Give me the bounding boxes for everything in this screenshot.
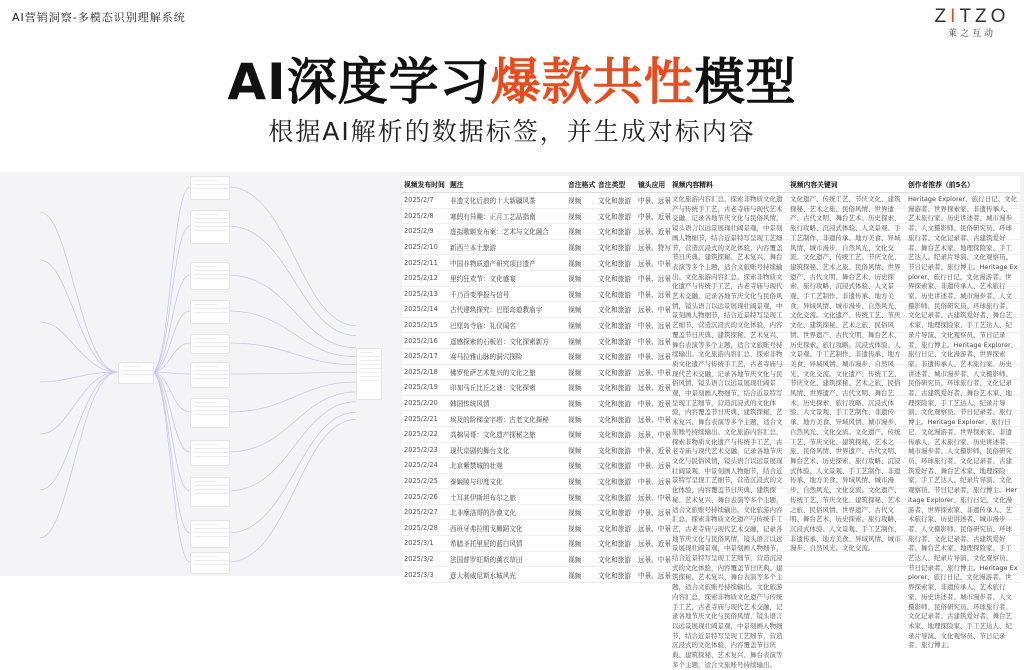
cell-shot: 远景、中景 <box>636 489 670 505</box>
cell-type: 文化和旅游 <box>596 239 636 255</box>
header-summary: 视频内容精料 <box>670 176 788 193</box>
cell-date: 2025/2/26 <box>402 489 448 505</box>
cell-title: 佛罗伦萨艺术复兴的文化之旅 <box>448 364 566 380</box>
cell-title: 法国普罗旺斯的薰衣草田 <box>448 551 566 567</box>
cell-date: 2025/2/15 <box>402 317 448 333</box>
cell-shot: 远景、中景 <box>636 364 670 380</box>
cell-type: 文化和旅游 <box>596 551 636 567</box>
cell-date: 2025/2/28 <box>402 520 448 536</box>
cell-date: 2025/2/7 <box>402 193 448 209</box>
cell-shot: 中景、近景 <box>636 442 670 458</box>
cell-format: 视频 <box>566 520 596 536</box>
cell-type: 文化和旅游 <box>596 333 636 349</box>
mindmap-branch-node[interactable] <box>190 398 230 428</box>
table-header-row <box>402 176 1020 193</box>
cell-title: 非遗文化后浪的十大新疆风茶 <box>448 193 566 209</box>
cell-format: 视频 <box>566 426 596 442</box>
cell-shot: 中景、远景 <box>636 504 670 520</box>
cell-shot: 远景、中景 <box>636 426 670 442</box>
cell-title: 现代京剧的舞台文化 <box>448 442 566 458</box>
cell-title: 巴厘岛寺庙：礼仪闻名 <box>448 317 566 333</box>
cell-format: 视频 <box>566 395 596 411</box>
cell-format: 视频 <box>566 270 596 286</box>
mindmap-connector <box>40 260 118 372</box>
cell-date: 2025/2/23 <box>402 442 448 458</box>
cell-format: 视频 <box>566 255 596 271</box>
cell-shot: 中景、近景 <box>636 208 670 224</box>
cell-date: 2025/2/14 <box>402 302 448 318</box>
cell-shot: 中景、远景 <box>636 193 670 209</box>
header-shot: 镜头应用 <box>636 176 670 193</box>
cell-date: 2025/2/27 <box>402 504 448 520</box>
cell-format: 视频 <box>566 489 596 505</box>
cell-type: 文化和旅游 <box>596 567 636 583</box>
cell-format: 视频 <box>566 286 596 302</box>
cell-date: 2025/3/1 <box>402 536 448 552</box>
mindmap-branch-node[interactable] <box>190 334 230 354</box>
title-part-2: 模型 <box>694 53 797 111</box>
cell-date: 2025/3/3 <box>402 567 448 583</box>
header-title: 题注 <box>448 176 566 193</box>
cell-shot: 远景、近景 <box>636 536 670 552</box>
cell-title: 遥感探索的石板岩：文化探索新方 <box>448 333 566 349</box>
cell-date: 2025/2/24 <box>402 458 448 474</box>
cell-date: 2025/2/18 <box>402 364 448 380</box>
title-highlight: 爆款共性 <box>490 53 695 111</box>
mindmap-connector <box>228 392 356 452</box>
cell-title: 中国非物质遗产研究项目遗产 <box>448 255 566 271</box>
keywords-text: 文化遗产、传统工艺、节庆文化、建筑探秘、艺术之旅、民俗风情、世界遗产、古代文明、舞台艺术、历史探索、旅行攻略、沉浸式体验、人文景观、手工艺制作、非遗传承、地方美食、异域风情、城市漫步、自然风光、文化交流。文化遗产、传统工艺、节庆文化、建筑探秘、艺术之旅、民俗风情、世界遗产、古代文明、舞台艺术、历史探索、旅行攻略、沉浸式体验、人文景观、手工艺制作、非遗传承、地方美食、异域风情、城市漫步、自然风光、文化交流。文化遗产、传统工艺、节庆文化、建筑探秘、艺术之旅、民俗风情、世界遗产、古代文明、舞台艺术、历史探索、旅行攻略、沉浸式体验、人文景观、手工艺制作、非遗传承、地方美食、异域风情、城市漫步、自然风光、文化交流。文化遗产、传统工艺、节庆文化、建筑探秘、艺术之旅、民俗风情、世界遗产、古代文明、舞台艺术、历史探索、旅行攻略、沉浸式体验、人文景观、手工艺制作、非遗传承、地方美食、异域风情、城市漫步、自然风光、文化交流。文化遗产、传统工艺、节庆文化、建筑探秘、艺术之旅、民俗风情、世界遗产、古代文明、舞台艺术、历史探索、旅行攻略、沉浸式体验、人文景观、手工艺制作、非遗传承、地方美食、异域风情、城市漫步、自然风光、文化交流。文化遗产、传统工艺、节庆文化、建筑探秘、艺术之旅、民俗风情、世界遗产、古代文明、舞台艺术、历史探索、旅行攻略、沉浸式体验、人文景观、手工艺制作、非遗传承、地方美食、异域风情、城市漫步、自然风光、文化交流。 <box>790 195 901 553</box>
title-part-1: AI深度学习 <box>227 53 491 111</box>
data-table-container[interactable] <box>402 176 1020 669</box>
mindmap-connector <box>40 372 118 382</box>
cell-title: 泰姬陵与印度文化 <box>448 473 566 489</box>
cell-shot: 远景、中景 <box>636 411 670 427</box>
cell-shot: 远景、中景 <box>636 255 670 271</box>
mindmap-branch-node[interactable] <box>190 362 230 388</box>
mindmap-connector <box>152 311 190 372</box>
mindmap-connector <box>152 372 190 452</box>
mindmap-branch-node[interactable] <box>190 520 230 548</box>
cell-title: 北京紫禁城的壮观 <box>448 458 566 474</box>
creators-text: Heritage Explorer、旅行日记、文化漫游者、世界探索家、非遗传承人、艺术旅行家、历史讲述者、城市漫步者、人文摄影师、民俗研究员、环球旅行者、文化记录者、古建筑爱好者、舞台艺术家、地理探险家、手工艺达人、纪录片导演、文化观察员、节日记录者、旅行博主。Heritage Explorer、旅行日记、文化漫游者、世界探索家、非遗传承人、艺术旅行家、历史讲述者、城市漫步者、人文摄影师、民俗研究员、环球旅行者、文化记录者、古建筑爱好者、舞台艺术家、地理探险家、手工艺达人、纪录片导演、文化观察员、节日记录者、旅行博主。Heritage Explorer、旅行日记、文化漫游者、世界探索家、非遗传承人、艺术旅行家、历史讲述者、城市漫步者、人文摄影师、民俗研究员、环球旅行者、文化记录者、古建筑爱好者、舞台艺术家、地理探险家、手工艺达人、纪录片导演、文化观察员、节日记录者、旅行博主。Heritage Explorer、旅行日记、文化漫游者、世界探索家、非遗传承人、艺术旅行家、历史讲述者、城市漫步者、人文摄影师、民俗研究员、环球旅行者、文化记录者、古建筑爱好者、舞台艺术家、地理探险家、手工艺达人、纪录片导演、文化观察员、节日记录者、旅行博主。Heritage Explorer、旅行日记、文化漫游者、世界探索家、非遗传承人、艺术旅行家、历史讲述者、城市漫步者、人文摄影师、民俗研究员、环球旅行者、文化记录者、古建筑爱好者、舞台艺术家、地理探险家、手工艺达人、纪录片导演、文化观察员、节日记录者、旅行博主。Heritage Explorer、旅行日记、文化漫游者、世界探索家、非遗传承人、艺术旅行家、历史讲述者、城市漫步者、人文摄影师、民俗研究员、环球旅行者、文化记录者、古建筑爱好者、舞台艺术家、地理探险家、手工艺达人、纪录片导演、文化观察员、节日记录者、旅行博主。 <box>908 195 1018 650</box>
cell-format: 视频 <box>566 193 596 209</box>
cell-format: 视频 <box>566 551 596 567</box>
cell-type: 文化和旅游 <box>596 364 636 380</box>
cell-type: 文化和旅游 <box>596 286 636 302</box>
cell-type: 文化和旅游 <box>596 458 636 474</box>
mindmap-target-node[interactable] <box>356 348 382 400</box>
cell-shot: 远景、近景 <box>636 380 670 396</box>
cell-date: 2025/2/19 <box>402 380 448 396</box>
cell-date: 2025/2/10 <box>402 239 448 255</box>
mindmap-branch-node[interactable] <box>190 552 230 574</box>
brand-wordmark: ZITZO <box>934 6 1010 27</box>
cell-format: 视频 <box>566 411 596 427</box>
header-type: 音注类型 <box>596 176 636 193</box>
cell-title: 寒假有异趣：正月工艺品指南 <box>448 208 566 224</box>
mindmap-branch-node[interactable] <box>190 176 230 200</box>
cell-date: 2025/2/17 <box>402 348 448 364</box>
cell-shot: 中景、近景 <box>636 395 670 411</box>
header-keywords: 视频内容关键词 <box>788 176 906 193</box>
mindmap-connector <box>228 420 356 563</box>
cell-date: 2025/2/11 <box>402 255 448 271</box>
mindmap-branch-node[interactable] <box>190 440 230 466</box>
cell-title: 印加马丘比丘之谜：文化探索 <box>448 380 566 396</box>
cell-shot: 中景、远景 <box>636 286 670 302</box>
cell-format: 视频 <box>566 458 596 474</box>
cell-shot: 中景、远景 <box>636 348 670 364</box>
page-title <box>0 42 1024 114</box>
mindmap-connector <box>40 372 118 538</box>
cell-format: 视频 <box>566 380 596 396</box>
mindmap-connector <box>40 212 118 372</box>
cell-type: 文化和旅游 <box>596 473 636 489</box>
mindmap-connector <box>228 275 356 348</box>
cell-title: 赛马拉雅山脉的洞穴探险 <box>448 348 566 364</box>
mindmap-connector <box>152 372 190 491</box>
cell-type: 文化和旅游 <box>596 395 636 411</box>
cell-format: 视频 <box>566 473 596 489</box>
cell-type: 文化和旅游 <box>596 536 636 552</box>
cell-shot: 远景、中景 <box>636 520 670 536</box>
cell-shot: 中景、远景 <box>636 473 670 489</box>
cell-type: 文化和旅游 <box>596 348 636 364</box>
header-format: 音注格式 <box>566 176 596 193</box>
cell-title: 土耳其伊斯坦布尔之旅 <box>448 489 566 505</box>
cell-title: 韩国传统风情 <box>448 395 566 411</box>
cell-title: 里约狂欢节：文化盛宴 <box>448 270 566 286</box>
cell-format: 视频 <box>566 536 596 552</box>
cell-title: 新西兰本土旅游 <box>448 239 566 255</box>
cell-date: 2025/2/20 <box>402 395 448 411</box>
cell-date: 2025/2/22 <box>402 426 448 442</box>
mindmap-branch-node[interactable] <box>190 210 230 244</box>
cell-type: 文化和旅游 <box>596 193 636 209</box>
cell-format: 视频 <box>566 364 596 380</box>
cell-type: 文化和旅游 <box>596 442 636 458</box>
cell-shot: 中景、远景 <box>636 270 670 286</box>
app-caption: AI营销洞察-多模态识别理解系统 <box>12 11 186 24</box>
mindmap-diagram <box>0 172 400 576</box>
mindmap-connector <box>228 412 356 533</box>
cell-date: 2025/2/16 <box>402 333 448 349</box>
cell-type: 文化和旅游 <box>596 270 636 286</box>
cell-title: 古代建筑探究：巴厘岛道教庙宇 <box>448 302 566 318</box>
brand-logo <box>932 6 1012 39</box>
cell-date: 2025/2/9 <box>402 224 448 240</box>
cell-format: 视频 <box>566 442 596 458</box>
cell-date: 2025/2/13 <box>402 286 448 302</box>
mindmap-connector <box>228 382 356 412</box>
page-subtitle: 根据AI解析的数据标签，并生成对标内容 <box>268 117 756 146</box>
cell-date: 2025/2/25 <box>402 473 448 489</box>
mindmap-connector <box>152 372 190 533</box>
mindmap-branch-node[interactable] <box>190 262 230 290</box>
cell-title: 西班牙弗拉明戈舞蹈文化 <box>448 520 566 536</box>
mindmap-connector <box>228 402 356 491</box>
summary-text: 文化旅游内容汇总，探索非物质文化遗产与传统手工艺，古老寺庙与现代艺术交融，记录各地节庆文化与民俗风情，镜头语言以远景展现壮阔景观，中景刻画人物细节，结合近景特写呈现工艺细节，营造沉浸式的文化体验，内容覆盖节日庆典、建筑探秘、艺术复兴、舞台表演等多个主题，适合文旅账号持续输出。文化旅游内容汇总，探索非物质文化遗产与传统手工艺，古老寺庙与现代艺术交融，记录各地节庆文化与民俗风情，镜头语言以远景展现壮阔景观，中景刻画人物细节，结合近景特写呈现工艺细节，营造沉浸式的文化体验，内容覆盖节日庆典、建筑探秘、艺术复兴、舞台表演等多个主题，适合文旅账号持续输出。文化旅游内容汇总，探索非物质文化遗产与传统手工艺，古老寺庙与现代艺术交融，记录各地节庆文化与民俗风情，镜头语言以远景展现壮阔景观，中景刻画人物细节，结合近景特写呈现工艺细节，营造沉浸式的文化体验，内容覆盖节日庆典、建筑探秘、艺术复兴、舞台表演等多个主题，适合文旅账号持续输出。文化旅游内容汇总，探索非物质文化遗产与传统手工艺，古老寺庙与现代艺术交融，记录各地节庆文化与民俗风情，镜头语言以远景展现壮阔景观，中景刻画人物细节，结合近景特写呈现工艺细节，营造沉浸式的文化体验，内容覆盖节日庆典、建筑探秘、艺术复兴、舞台表演等多个主题，适合文旅账号持续输出。文化旅游内容汇总，探索非物质文化遗产与传统手工艺，古老寺庙与现代艺术交融，记录各地节庆文化与民俗风情，镜头语言以远景展现壮阔景观，中景刻画人物细节，结合近景特写呈现工艺细节，营造沉浸式的文化体验，内容覆盖节日庆典、建筑探秘、艺术复兴、舞台表演等多个主题，适合文旅账号持续输出。文化旅游内容汇总，探索非物质文化遗产与传统手工艺，古老寺庙与现代艺术交融，记录各地节庆文化与民俗风情，镜头语言以远景展现壮阔景观，中景刻画人物细节，结合近景特写呈现工艺细节，营造沉浸式的文化体验，内容覆盖节日庆典、建筑探秘、艺术复兴、舞台表演等多个主题，适合文旅账号持续输出。 <box>672 195 783 669</box>
cell-title: 埃及的阶梯金字塔：古老文化探秘 <box>448 411 566 427</box>
cell-type: 文化和旅游 <box>596 317 636 333</box>
cell-date: 2025/3/2 <box>402 551 448 567</box>
cell-type: 文化和旅游 <box>596 426 636 442</box>
cell-type: 文化和旅游 <box>596 302 636 318</box>
cell-format: 视频 <box>566 302 596 318</box>
cell-type: 文化和旅游 <box>596 380 636 396</box>
cell-shot: 远景、中景 <box>636 302 670 318</box>
mindmap-connector <box>228 187 356 326</box>
cell-title: 希腊圣托里尼的蓝白风情 <box>448 536 566 552</box>
content-panel <box>0 172 1024 669</box>
cell-type: 文化和旅游 <box>596 208 636 224</box>
header-date: 视频发布时间 <box>402 176 448 193</box>
mindmap-root-node[interactable] <box>118 362 154 384</box>
cell-shot: 中景、远景 <box>636 458 670 474</box>
cell-shot: 中景、远景 <box>636 317 670 333</box>
cell-type: 文化和旅游 <box>596 411 636 427</box>
cell-type: 文化和旅游 <box>596 504 636 520</box>
cell-type: 文化和旅游 <box>596 255 636 271</box>
cell-shot: 中景、远景 <box>636 567 670 583</box>
mindmap-connector <box>152 226 190 372</box>
cell-format: 视频 <box>566 333 596 349</box>
cell-title: 千乃百变季报与信号 <box>448 286 566 302</box>
mindmap-connector <box>228 343 356 365</box>
cell-format: 视频 <box>566 317 596 333</box>
mindmap-connector <box>40 322 118 372</box>
mindmap-connector <box>228 373 356 375</box>
cell-date: 2025/2/8 <box>402 208 448 224</box>
brand-subname: 莱之互动 <box>947 29 996 39</box>
cell-date: 2025/2/12 <box>402 270 448 286</box>
mindmap-connector <box>228 226 356 336</box>
mindmap-connector <box>228 311 356 357</box>
cell-format: 视频 <box>566 567 596 583</box>
cell-shot: 远景、近景 <box>636 224 670 240</box>
cell-shot: 远景、特写 <box>636 239 670 255</box>
mindmap-branch-node[interactable] <box>190 477 230 507</box>
header-creators: 创作者推荐（前5名） <box>906 176 1020 193</box>
cell-title: 北非摩洛哥的沙漠文化 <box>448 504 566 520</box>
cell-title: 意大利威尼斯水城风光 <box>448 567 566 583</box>
cell-title: 高棉吴哥：文化遗产探秘之旅 <box>448 426 566 442</box>
cell-type: 文化和旅游 <box>596 489 636 505</box>
cell-format: 视频 <box>566 208 596 224</box>
cell-format: 视频 <box>566 239 596 255</box>
mindmap-branch-node[interactable] <box>190 300 230 324</box>
cell-date: 2025/2/21 <box>402 411 448 427</box>
cell-type: 文化和旅游 <box>596 224 636 240</box>
cell-shot: 远景、中景 <box>636 551 670 567</box>
cell-format: 视频 <box>566 348 596 364</box>
cell-title: 虚拟歌姬发布案：艺术与文化融合 <box>448 224 566 240</box>
cell-format: 视频 <box>566 504 596 520</box>
cell-format: 视频 <box>566 224 596 240</box>
cell-shot: 中景、远景 <box>636 333 670 349</box>
mindmap-connector <box>152 372 190 562</box>
cell-type: 文化和旅游 <box>596 520 636 536</box>
